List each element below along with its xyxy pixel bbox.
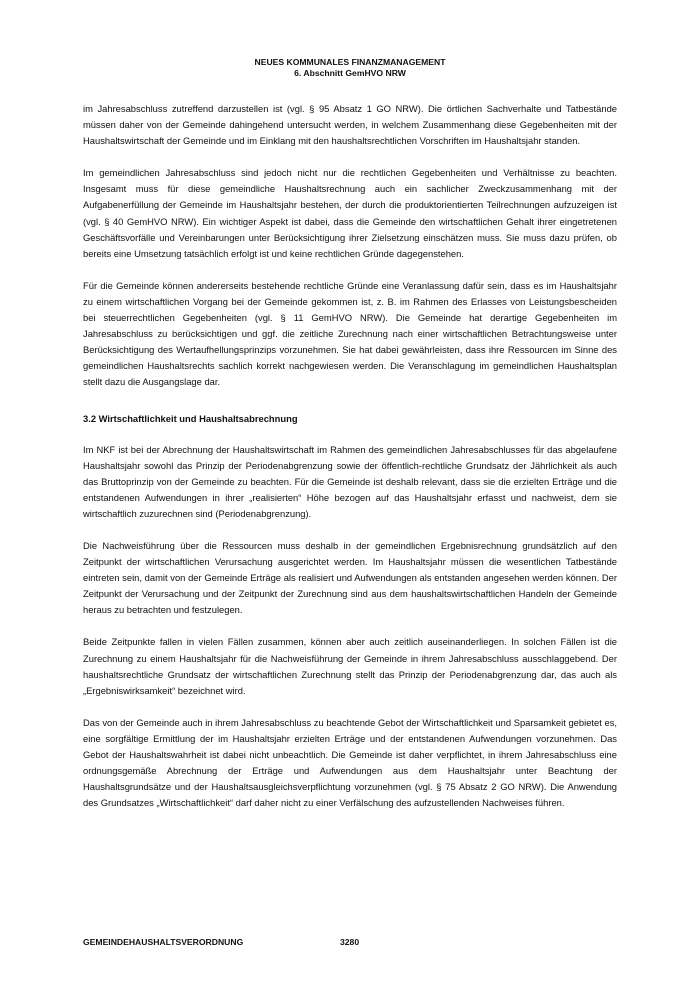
- section-heading: 3.2 Wirtschaftlichkeit und Haushaltsabrechnung: [83, 412, 298, 424]
- paragraph: Die Nachweisführung über die Ressourcen muss deshalb in der gemeindlichen Ergebnisrechnung grundsätzlich auf den Zeitpunkt der wirtschaftlichen Verursachung ausgerichtet werden. Im Haushaltsjahr müssen die wesentlichen Tatbestände eintreten sein, damit von der Gemeinde Erträge als realisiert und Aufwendungen als entstanden angesehen werden können. Der Zeitpunkt der Verursachung und der Zeitpunkt der Zurechnung sind aus dem haushaltswirtschaftlichen Handeln der Gemeinde heraus zu betrachten und festzulegen.: [83, 539, 617, 616]
- paragraph: Im NKF ist bei der Abrechnung der Haushaltswirtschaft im Rahmen des gemeindlichen Jahresabschlusses für das abgelaufene Haushaltsjahr sowohl das Prinzip der Periodenabgrenzung sowie der öffentlich-rechtliche Grundsatz der Jährlichkeit als auch das Bruttoprinzip von der Gemeinde zu beachten. Für die Gemeinde ist deshalb relevant, dass sie die erzielten Erträge und die entstandenen Aufwendungen in ihrer „realisierten“ Höhe bezogen auf das Haushaltsjahr erfasst und nachweist, dem sie wirtschaftlich zuzurechnen sind (Periodenabgrenzung).: [83, 443, 617, 519]
- paragraph: Das von der Gemeinde auch in ihrem Jahresabschluss zu beachtende Gebot der Wirtschaftlichkeit und Sparsamkeit gebietet es, eine sorgfältige Ermittlung der im Haushaltsjahr erzielten Erträge und der entstandenen Aufwendungen vorzunehmen. Das Gebot der Haushaltswahrheit ist dabei nicht unbeachtlich. Die Gemeinde ist daher verpflichtet, in ihrem Jahresabschluss eine ordnungsgemäße Abrechnung der Erträge und Aufwendungen aus dem Haushaltsjahr unter Beachtung der Haushaltsgrundsätze und der Haushaltsausgleichsverpflichtung vorzunehmen (vgl. § 75 Absatz 2 GO NRW). Die Anwendung des Grundsatzes „Wirtschaftlichkeit“ darf daher nicht zu einer Verfälschung des aufzustellenden Nachweises führen.: [83, 716, 617, 809]
- paragraph: Beide Zeitpunkte fallen in vielen Fällen zusammen, können aber auch zeitlich auseinanderliegen. In solchen Fällen ist die Zurechnung zu einem Haushaltsjahr für die Nachweisführung der Gemeinde in ihrem Jahresabschluss ausschlaggebend. Der haushaltsrechtliche Grundsatz der wirtschaftlichen Zurechnung stellt das Prinzip der Periodenabgrenzung dar, das auch als „Ergebniswirksamkeit“ bezeichnet wird.: [83, 636, 617, 696]
- paragraph: Im gemeindlichen Jahresabschluss sind jedoch nicht nur die rechtlichen Gegebenheiten und Verhältnisse zu beachten. Insgesamt muss für diese gemeindliche Haushaltsrechnung auch ein sachlicher Zweckzusammenhang mit der Aufgabenerfüllung der Gemeinde im Haushaltsjahr bestehen, der durch die produktorientierten Teilrechnungen aufzuzeigen ist (vgl. § 40 GemHVO NRW). Ein wichtiger Aspekt ist dabei, dass die Gemeinde den wirtschaftlichen Gehalt ihrer eingetretenen Geschäftsvorfälle und Vereinbarungen unter Berücksichtigung ihrer Zielsetzung einschätzen muss. Sie muss dazu prüfen, ob bereits eine Umsetzung tatsächlich erfolgt ist und keine rechtlichen Gründe dagegenstehen.: [83, 167, 617, 259]
- header-subtitle: 6. Abschnitt GemHVO NRW: [294, 68, 406, 78]
- document-body: [83, 101, 617, 827]
- page-header: [0, 57, 700, 79]
- paragraph: Für die Gemeinde können andererseits bestehende rechtliche Gründe eine Veranlassung dafür sein, dass es im Haushaltsjahr zu einem wirtschaftlichen Vorgang bei der Gemeinde gekommen ist, z. B. im Rahmen des Erlasses von Leistungsbescheiden bei steuerrechtlichen Gegebenheiten (vgl. § 11 GemHVO NRW). Die Gemeinde hat derartige Gegebenheiten im Jahresabschluss zu berücksichtigen und ggf. die zeitliche Zurechnung nach einer wirtschaftlichen Betrachtungsweise unter Berücksichtigung des Wertaufhellungsprinzips vorzunehmen. Sie hat dabei gewährleisten, dass ihre Ressourcen im Sinne des gemeindlichen Haushaltsrechts sachlich korrekt nachgewiesen werden. Die Veranschlagung im gemeindlichen Haushaltsplan stellt dazu die Ausgangslage dar.: [83, 279, 617, 388]
- header-title: NEUES KOMMUNALES FINANZMANAGEMENT: [254, 57, 446, 67]
- page-number: 3280: [340, 937, 360, 947]
- page-footer: [83, 937, 360, 948]
- footer-title: GEMEINDEHAUSHALTSVERORDNUNG: [83, 937, 244, 947]
- paragraph: im Jahresabschluss zutreffend darzustellen ist (vgl. § 95 Absatz 1 GO NRW). Die örtlichen Sachverhalte und Tatbestände müssen daher von der Gemeinde dahingehend untersucht werden, in welchem Zusammenhang diese Gegebenheiten mit der Haushaltswirtschaft der Gemeinde und im Einklang mit den haushaltsrechtlichen Vorschriften im Haushaltsjahr standen.: [83, 103, 617, 147]
